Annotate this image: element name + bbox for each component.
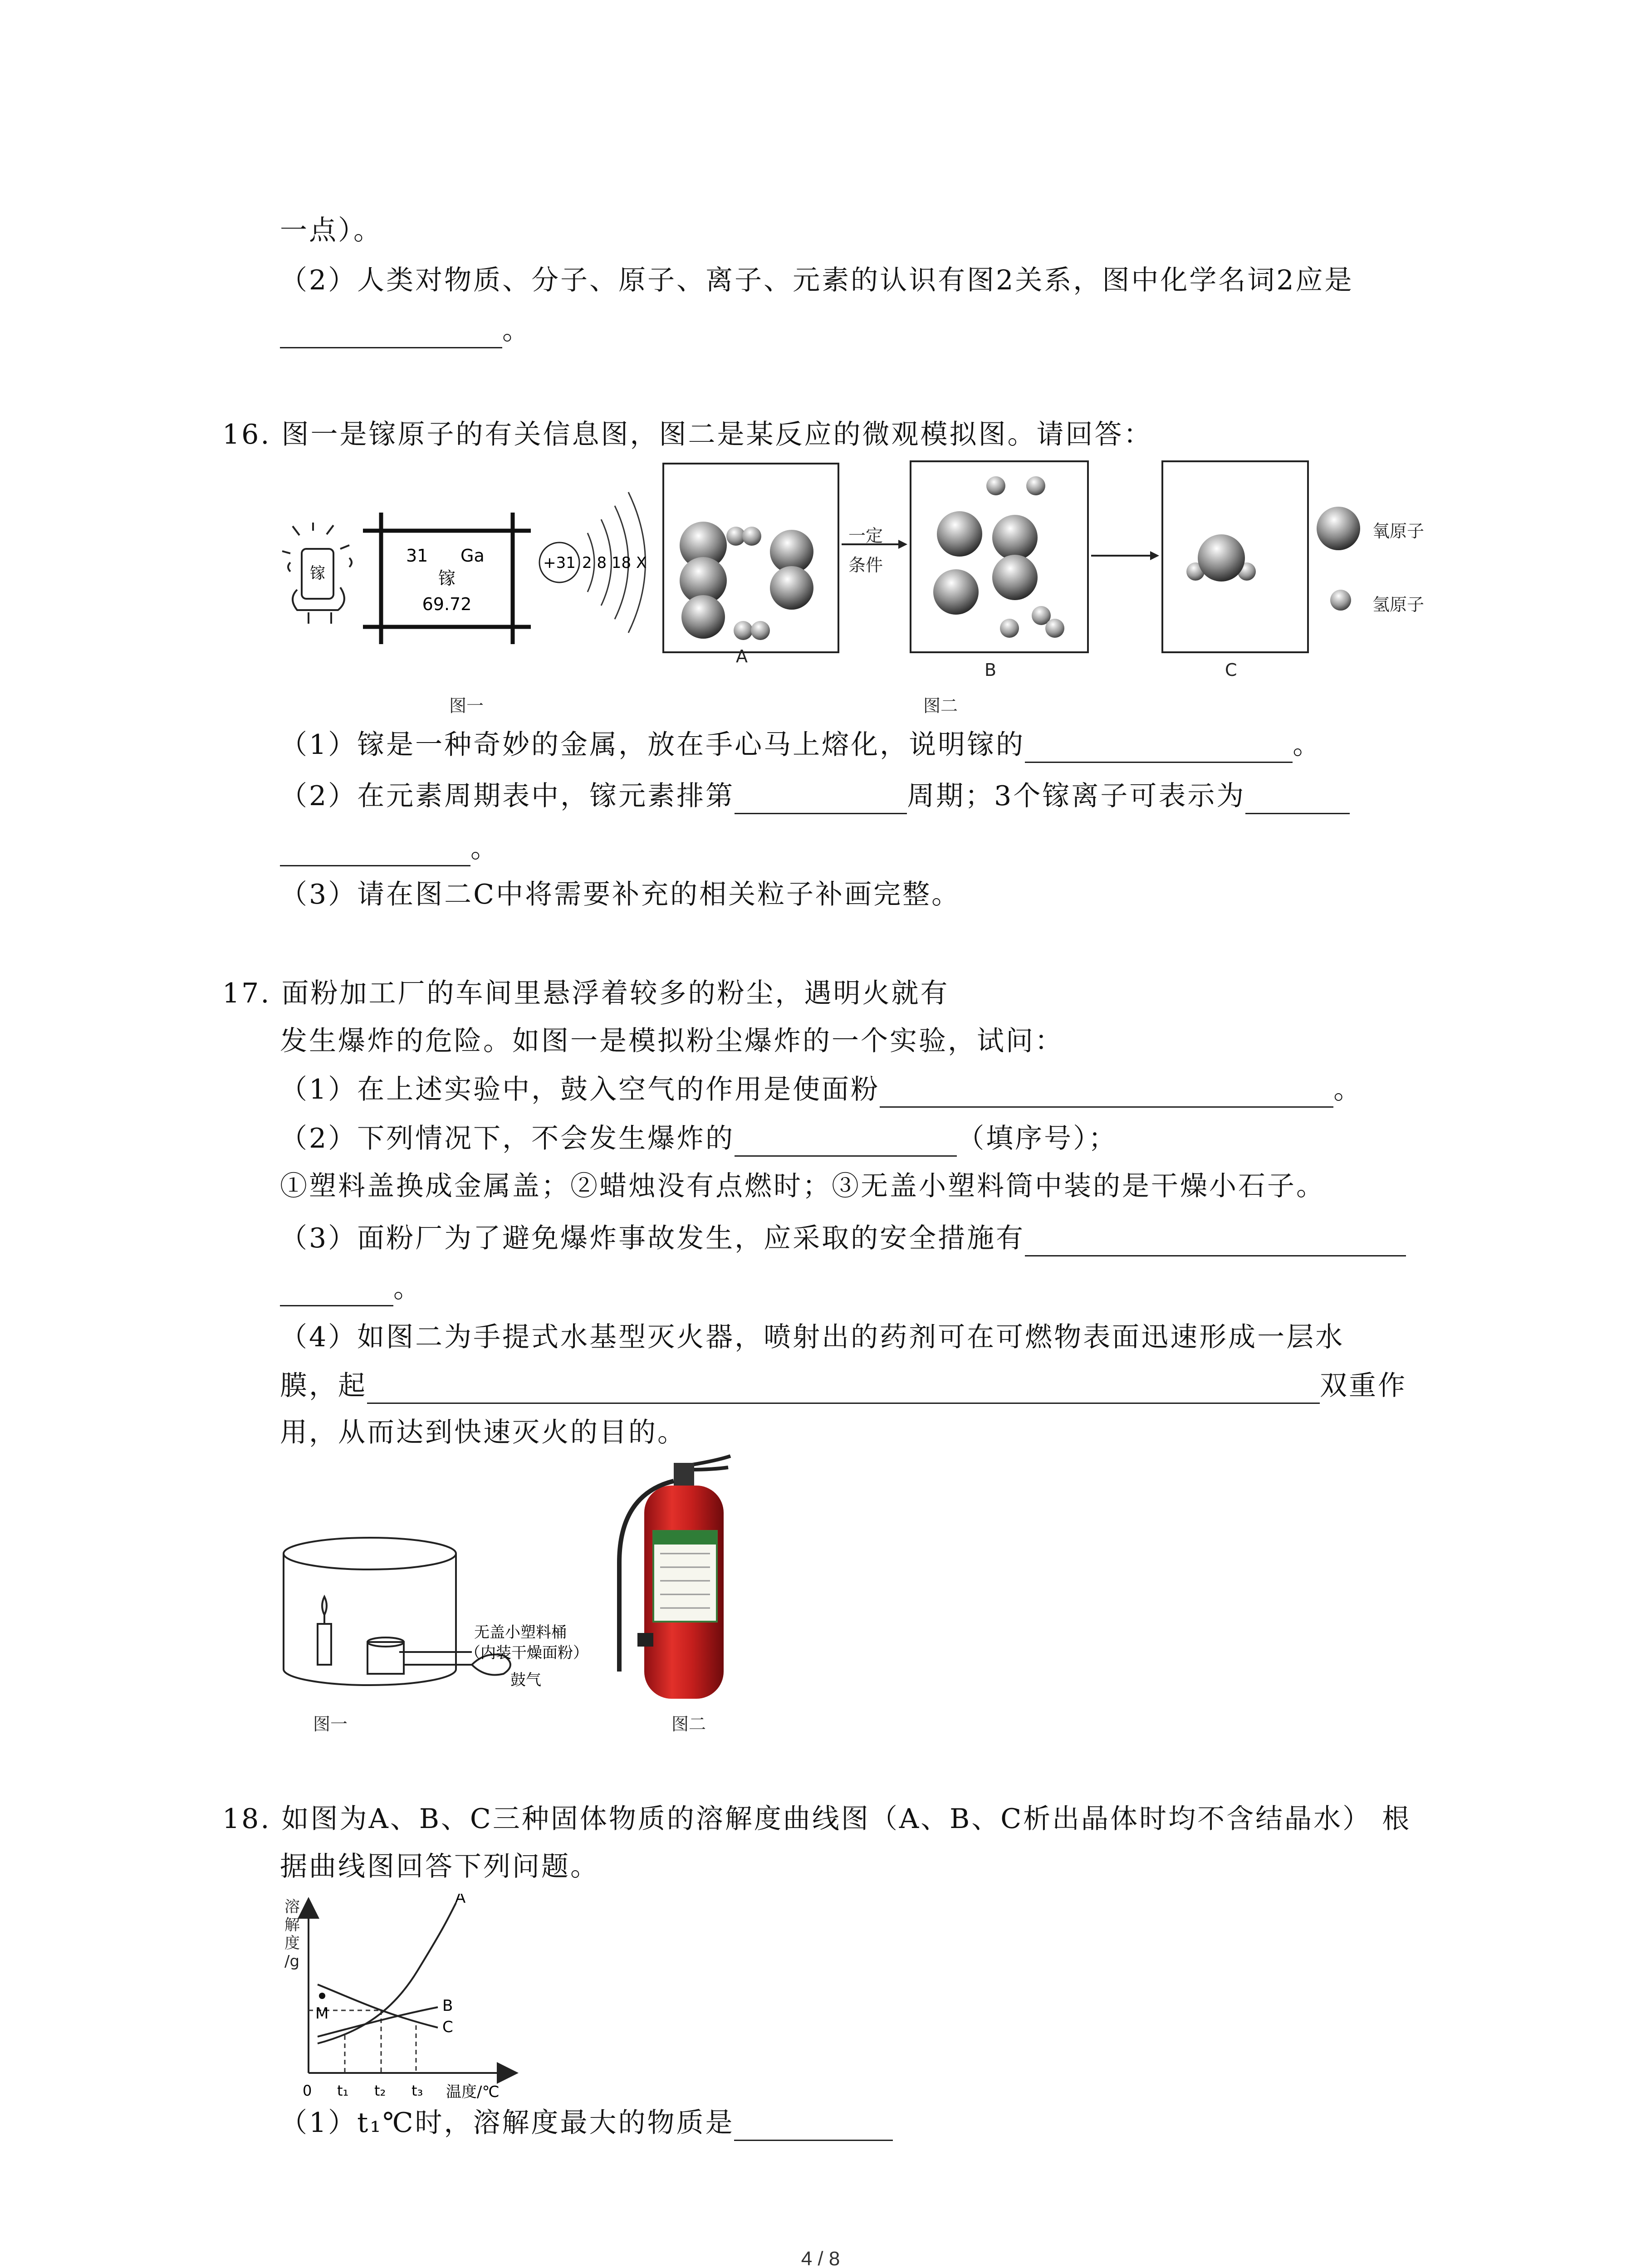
periodic-tile xyxy=(363,508,531,649)
curve-a xyxy=(318,1903,456,2043)
q17-p2: （2）下列情况下，不会发生爆炸的 （填序号）； xyxy=(280,1120,1117,1157)
q17-fig1-caption: 图一 xyxy=(313,1714,348,1734)
solubility-chart xyxy=(279,1894,560,2102)
q15-line3: 。 xyxy=(280,312,531,348)
x-tick-0: 0 xyxy=(303,2082,312,2099)
q17-p2-options: ①塑料盖换成金属盖；②蜡烛没有点燃时；③无盖小塑料筒中装的是干燥小石子。 xyxy=(280,1170,1325,1202)
box-b-label: B xyxy=(985,660,997,680)
arrow-b-to-c xyxy=(1091,549,1159,562)
q17-fig2-caption: 图二 xyxy=(671,1714,706,1734)
answer-blank[interactable] xyxy=(367,1374,1320,1404)
legend-oxygen-label: 氧原子 xyxy=(1372,521,1425,541)
box-c-label: C xyxy=(1225,660,1237,680)
q15-line2: （2）人类对物质、分子、原子、离子、元素的认识有图2关系，图中化学名词2应是 xyxy=(280,264,1354,296)
hand-label: 镓 xyxy=(310,564,325,582)
gallium-hand-icon xyxy=(281,522,358,626)
nucleus-charge: +31 xyxy=(543,554,576,572)
apparatus-label-blow: 鼓气 xyxy=(510,1671,541,1689)
q16-fig2-caption: 图二 xyxy=(923,696,958,716)
q16-stem: 16. 图一是镓原子的有关信息图，图二是某反应的微观模拟图。请回答： xyxy=(222,419,1153,450)
q17-p3: （3）面粉厂为了避免爆炸事故发生，应采取的安全措施有 xyxy=(280,1220,1406,1256)
y-label-1: 溶 xyxy=(284,1898,300,1916)
apparatus-label-flour: （内装干燥面粉） xyxy=(465,1644,588,1662)
q15-line1: 一点）。 xyxy=(280,215,382,246)
q18-p1: （1）t₁℃时，溶解度最大的物质是 xyxy=(280,2105,893,2141)
reaction-box-c xyxy=(1161,460,1309,653)
shell-electrons: 2 8 18 X xyxy=(582,554,647,572)
reaction-box-a xyxy=(662,463,839,653)
legend-oxygen-icon xyxy=(1316,506,1361,551)
page-number: 4 / 8 xyxy=(801,2248,840,2268)
answer-blank[interactable] xyxy=(280,837,470,866)
arrow-condition-bottom: 条件 xyxy=(848,555,883,575)
element-symbol: Ga xyxy=(460,546,485,566)
series-c-label: C xyxy=(442,2018,453,2036)
dust-explosion-apparatus xyxy=(279,1533,606,1696)
q17-stem1: 17. 面粉加工厂的车间里悬浮着较多的粉尘，遇明火就有 xyxy=(222,978,950,1009)
q17-p3-cont: 。 xyxy=(280,1270,422,1306)
q17-p4b: 膜，起 双重作 xyxy=(280,1368,1407,1404)
reaction-box-b xyxy=(910,460,1089,653)
q16-p3: （3）请在图二C中将需要补充的相关粒子补画完整。 xyxy=(280,879,961,910)
point-m-label: M xyxy=(315,2004,329,2023)
legend-hydrogen-label: 氢原子 xyxy=(1372,595,1425,615)
element-name: 镓 xyxy=(438,568,456,588)
q16-p2-cont: 。 xyxy=(280,830,500,866)
atomic-mass: 69.72 xyxy=(422,594,472,614)
answer-blank[interactable] xyxy=(1245,785,1350,814)
answer-blank[interactable] xyxy=(735,785,907,814)
answer-blank[interactable] xyxy=(280,319,502,348)
q17-p4c: 用，从而达到快速灭火的目的。 xyxy=(280,1417,686,1448)
q17-p4a: （4）如图二为手提式水基型灭火器，喷射出的药剂可在可燃物表面迅速形成一层水 xyxy=(280,1321,1345,1353)
y-label-2: 解 xyxy=(284,1916,300,1934)
y-label-3: 度 xyxy=(284,1934,300,1952)
x-axis-label: 温度/℃ xyxy=(446,2083,500,2101)
answer-blank[interactable] xyxy=(1025,733,1293,763)
apparatus-label-bucket: 无盖小塑料桶 xyxy=(474,1623,567,1642)
fire-extinguisher-image xyxy=(610,1454,740,1706)
atom-structure-diagram xyxy=(533,472,651,653)
reaction-arrow xyxy=(842,538,907,551)
q16-fig1-caption: 图一 xyxy=(449,696,484,716)
x-tick-2: t₂ xyxy=(374,2082,386,2099)
q16-p2: （2）在元素周期表中，镓元素排第 周期；3个镓离子可表示为 xyxy=(280,778,1350,814)
point-m xyxy=(319,1993,325,1999)
answer-blank[interactable] xyxy=(1025,1227,1406,1256)
answer-blank[interactable] xyxy=(880,1078,1333,1108)
answer-blank[interactable] xyxy=(734,2112,893,2141)
arrow-condition-top: 一定 xyxy=(848,526,883,546)
q16-p1: （1）镓是一种奇妙的金属，放在手心马上熔化，说明镓的 。 xyxy=(280,727,1322,763)
x-tick-1: t₁ xyxy=(337,2082,349,2099)
box-a-label: A xyxy=(736,646,748,666)
q18-stem2: 据曲线图回答下列问题。 xyxy=(280,1851,599,1882)
q17-p1: （1）在上述实验中，鼓入空气的作用是使面粉 。 xyxy=(280,1071,1362,1108)
y-label-4: /g xyxy=(284,1952,300,1970)
answer-blank[interactable] xyxy=(735,1127,957,1157)
atomic-number: 31 xyxy=(406,546,428,566)
answer-blank[interactable] xyxy=(280,1277,393,1306)
q17-stem2: 发生爆炸的危险。如图一是模拟粉尘爆炸的一个实验，试问： xyxy=(280,1025,1064,1057)
series-a-label: A xyxy=(455,1894,466,1907)
q18-stem1: 18. 如图为A、B、C三种固体物质的溶解度曲线图（A、B、C析出晶体时均不含结晶水） 根 xyxy=(222,1803,1411,1835)
x-tick-3: t₃ xyxy=(411,2082,423,2099)
series-b-label: B xyxy=(442,1997,453,2015)
legend-hydrogen-icon xyxy=(1329,589,1352,611)
